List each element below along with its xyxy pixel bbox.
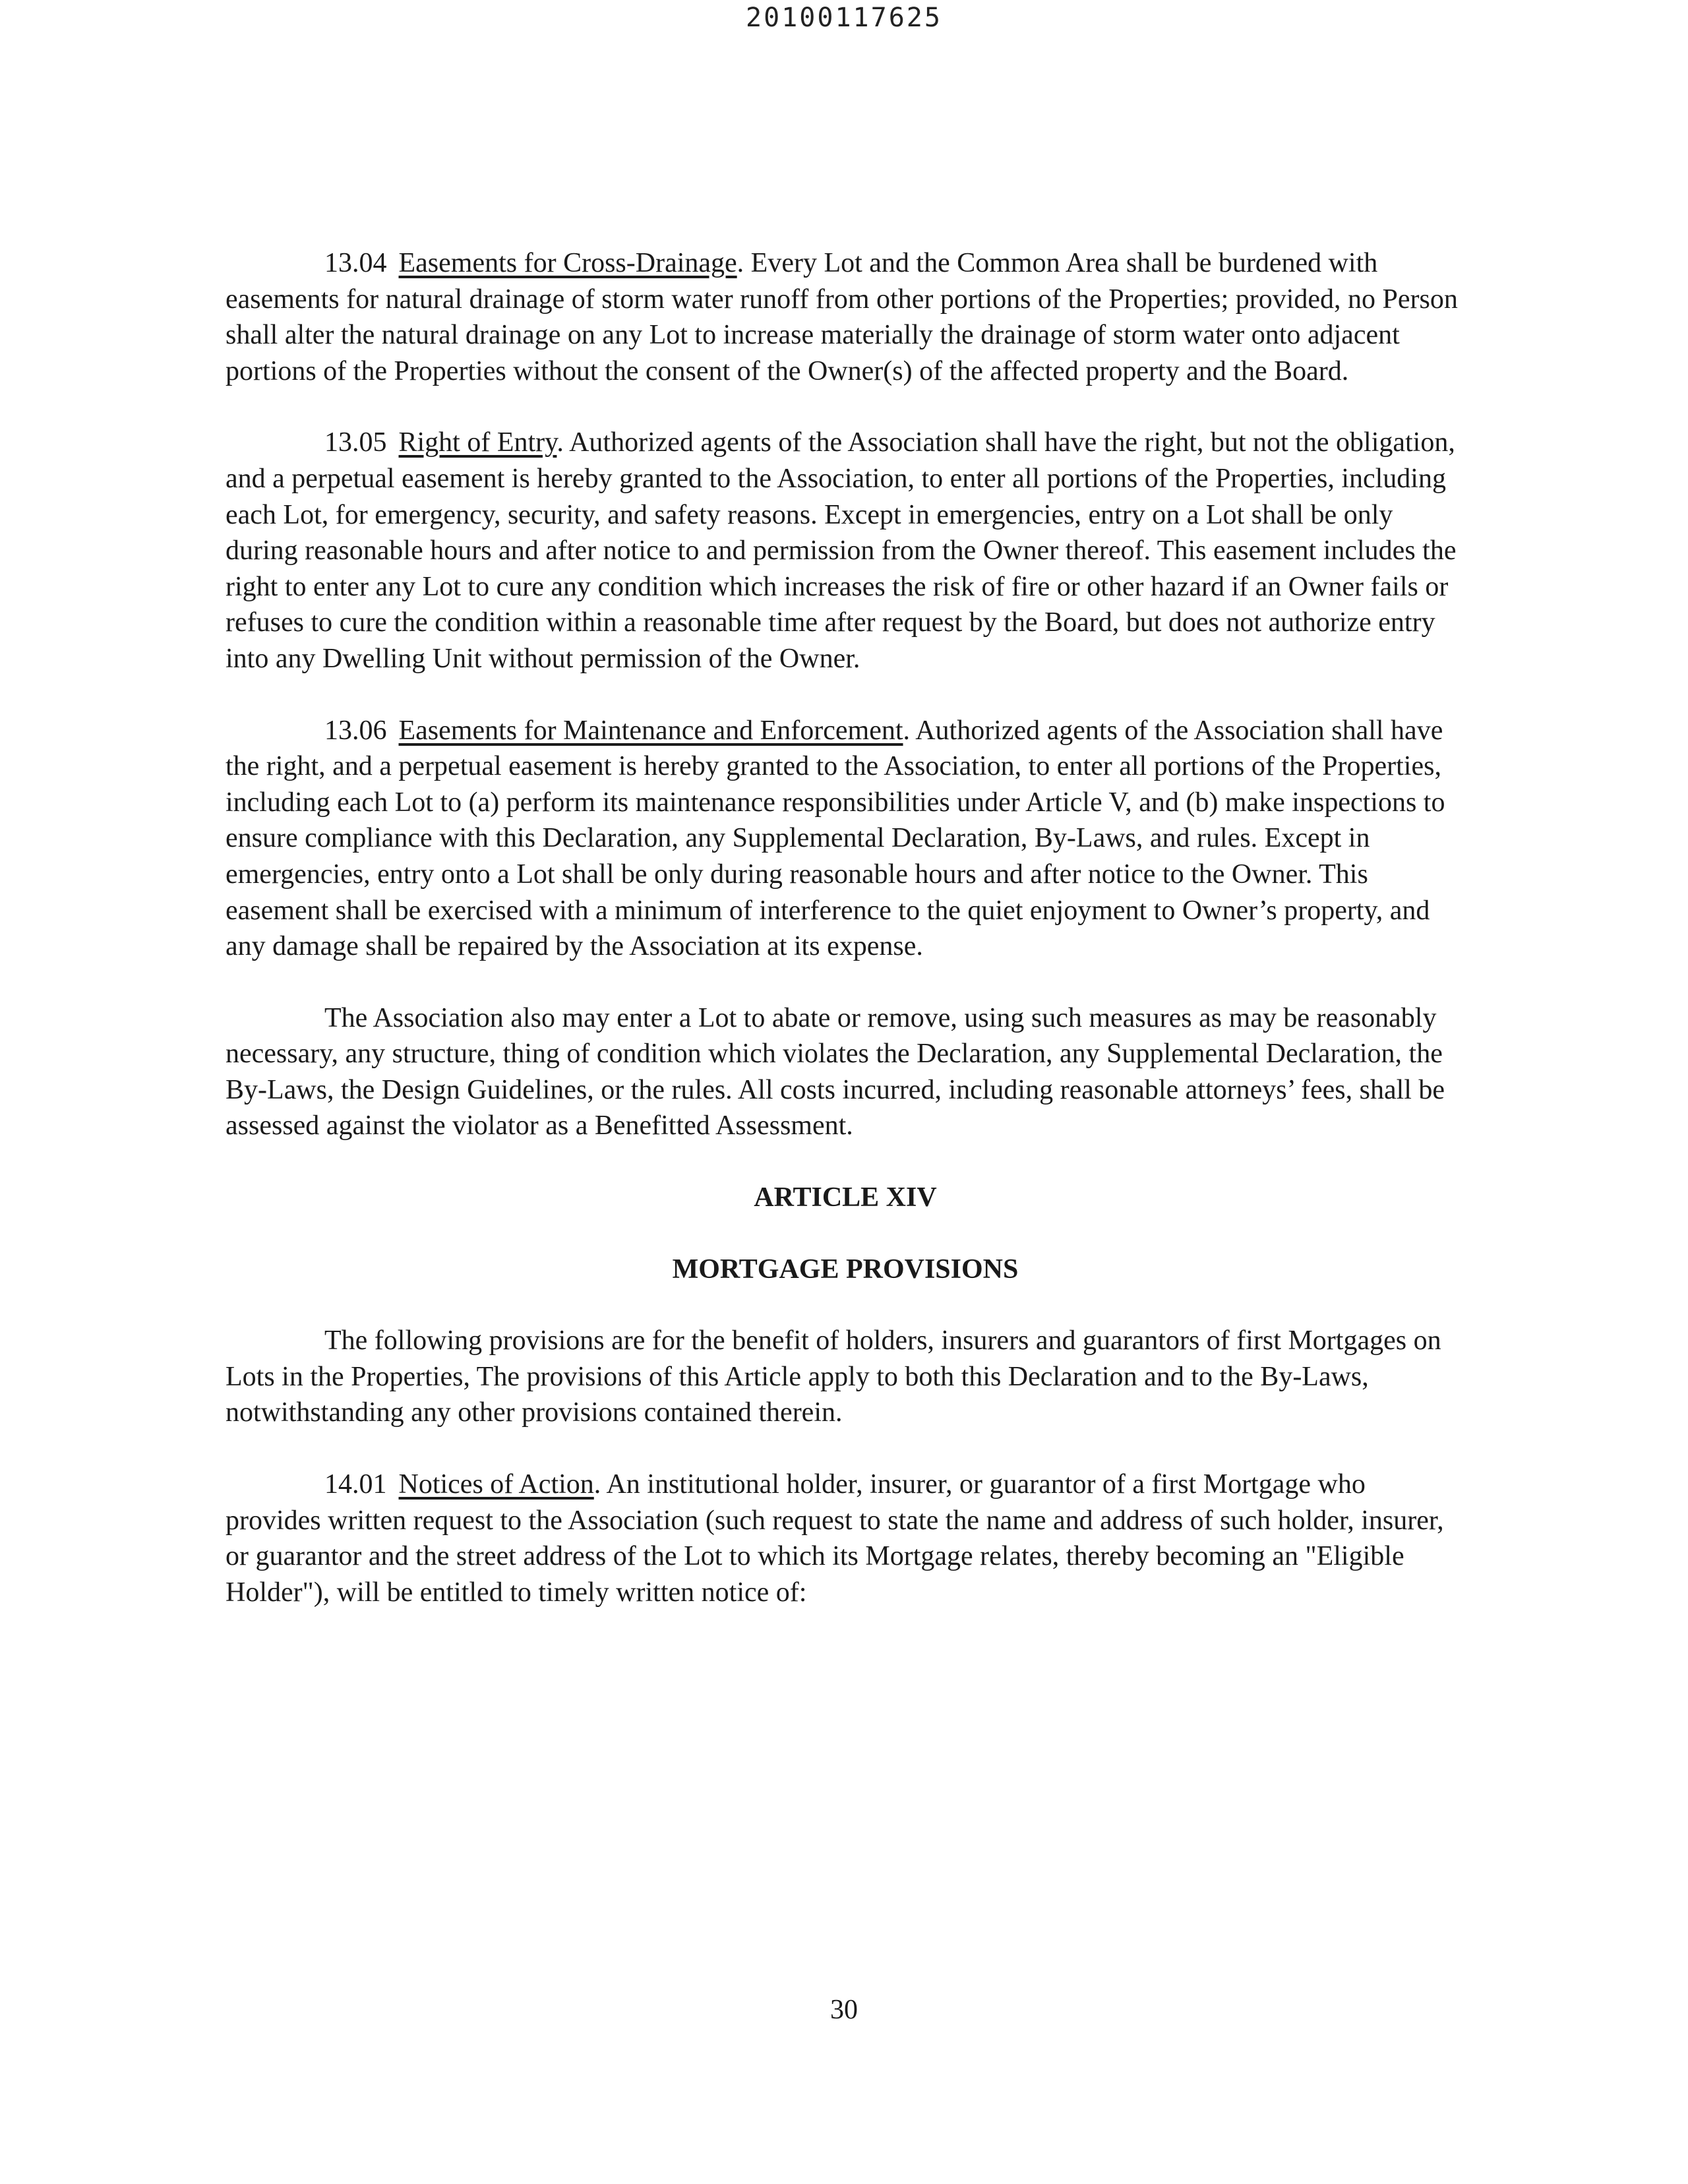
section-title: Right of Entry <box>398 427 557 458</box>
section-13-04 <box>226 245 1465 389</box>
page-number: 30 <box>830 1995 858 2025</box>
abatement-paragraph: The Association also may enter a Lot to abate or remove, using such measures as may be reasonably necessary, any structure, thing of condition which violates the Declaration, any Supplemental Declaration, the By-Laws, the Design Guidelines, or the rules. All costs incurred, including reasonable attorneys’ fees, shall be assessed against the violator as a Benefitted Assessment. <box>226 1002 1445 1141</box>
article-intro-paragraph: The following provisions are for the benefit of holders, insurers and guarantors of first Mortgages on Lots in the Properties, The provisions of this Article apply to both this Declaration and to the By-Laws, notwithstanding any other provisions contained therein. <box>226 1325 1441 1428</box>
article-title-heading: MORTGAGE PROVISIONS <box>672 1254 1019 1285</box>
section-13-06 <box>226 713 1465 965</box>
document-number: 20100117625 <box>746 3 942 33</box>
section-13-05 <box>226 425 1465 677</box>
section-title: Easements for Cross-Drainage <box>398 248 737 278</box>
section-text: . Authorized agents of the Association shall have the right, but not the obligation, and a perpetual easement is hereby granted to the Association, to enter all portions of the Properties, including each Lot, for emergency, security, and safety reasons. Except in emergencies, entry on a Lot shall be only during reasonable hours and after notice to and permission from the Owner thereof. This easement includes the right to enter any Lot to cure any condition which increases the risk of fire or other hazard if an Owner fails or refuses to cure the condition within a reasonable time after request by the Board, but does not authorize entry into any Dwelling Unit without permission of the Owner. <box>226 427 1457 674</box>
section-text: . An institutional holder, insurer, or guarantor of a first Mortgage who provides written request to the Association (such request to state the name and address of such holder, insurer, or guarantor and the street address of the Lot to which its Mortgage relates, thereby becoming an "Eligible Holder"), will be entitled to timely written notice of: <box>226 1469 1444 1608</box>
section-number: 13.05 <box>324 427 387 458</box>
section-number: 13.04 <box>324 248 387 278</box>
article-number-heading: ARTICLE XIV <box>754 1182 937 1213</box>
section-14-01 <box>226 1467 1465 1610</box>
section-text: . Every Lot and the Common Area shall be burdened with easements for natural drainage of storm water runoff from other portions of the Properties; provided, no Person shall alter the natural drainage on any Lot to increase materially the drainage of storm water onto adjacent portions of the Properties without the consent of the Owner(s) of the affected property and the Board. <box>226 248 1458 386</box>
section-number: 14.01 <box>324 1469 387 1500</box>
document-body <box>226 245 1465 1646</box>
section-title: Easements for Maintenance and Enforcement <box>398 715 903 746</box>
section-number: 13.06 <box>324 715 387 746</box>
section-text: . Authorized agents of the Association shall have the right, and a perpetual easement is hereby granted to the Association, to enter all portions of the Properties, including each Lot to (a) perform its maintenance responsibilities under Article V, and (b) make inspections to ensure compliance with this Declaration, any Supplemental Declaration, By-Laws, and rules. Except in emergencies, entry onto a Lot shall be only during reasonable hours and after notice to the Owner. This easement shall be exercised with a minimum of interference to the quiet enjoyment to Owner’s property, and any damage shall be repaired by the Association at its expense. <box>226 715 1445 962</box>
section-title: Notices of Action <box>398 1469 594 1500</box>
